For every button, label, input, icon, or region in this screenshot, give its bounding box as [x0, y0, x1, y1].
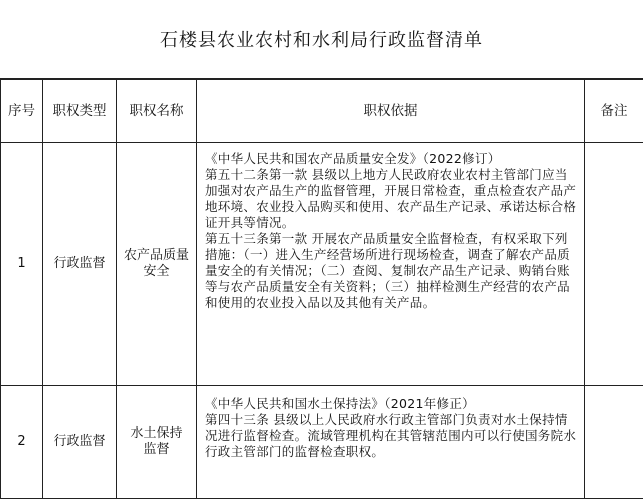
header-note: 备注 [585, 80, 643, 143]
basis-article: 第五十三条第一款 开展农产品质量安全监督检查，有权采取下列措施：（一）进入生产经营场所进行现场检查，调查了解农产品质量安全的有关情况；（二）查阅、复制农产品生产记录、购销台账等与农产品质量安全有关资料；（三）抽样检测生产经营的农产品和使用的农业投入品以及其他有关产品。 [205, 231, 578, 311]
title-row [0, 0, 643, 79]
row-name [117, 386, 197, 499]
row-note [585, 143, 643, 386]
row-name [117, 143, 197, 386]
basis-article: 第五十二条第一款 县级以上地方人民政府农业农村主管部门应当加强对农产品生产的监督管理，开展日常检查，重点检查农产品产地环境、农业投入品购买和使用、农产品生产记录、承诺达标合格证开具等情况。 [205, 167, 578, 231]
header-type: 职权类型 [43, 80, 117, 143]
row-type: 行政监督 [43, 386, 117, 499]
header-name: 职权名称 [117, 80, 197, 143]
header-basis: 职权依据 [197, 80, 585, 143]
table-row [1, 386, 643, 499]
row-basis [197, 386, 585, 499]
table-header-row [1, 80, 643, 143]
basis-law-title: 《中华人民共和国农产品质量安全发》（2022修订） [205, 151, 578, 167]
row-index: 1 [1, 143, 43, 386]
row-name-text: 水土保持监督 [130, 426, 182, 457]
basis-article: 第四十三条 县级以上人民政府水行政主管部门负责对水土保持情况进行监督检查。流域管理机构在其管辖范围内可以行使国务院水行政主管部门的监督检查职权。 [205, 412, 578, 460]
row-index: 2 [1, 386, 43, 499]
row-name-text: 农产品质量安全 [124, 248, 189, 279]
header-index: 序号 [1, 80, 43, 143]
basis-law-title: 《中华人民共和国水土保持法》（2021年修正） [205, 396, 578, 412]
supervision-table [0, 79, 643, 499]
row-note [585, 386, 643, 499]
row-type: 行政监督 [43, 143, 117, 386]
table-row [1, 143, 643, 386]
document-title: 石楼县农业农村和水利局行政监督清单 [0, 26, 643, 52]
row-basis [197, 143, 585, 386]
